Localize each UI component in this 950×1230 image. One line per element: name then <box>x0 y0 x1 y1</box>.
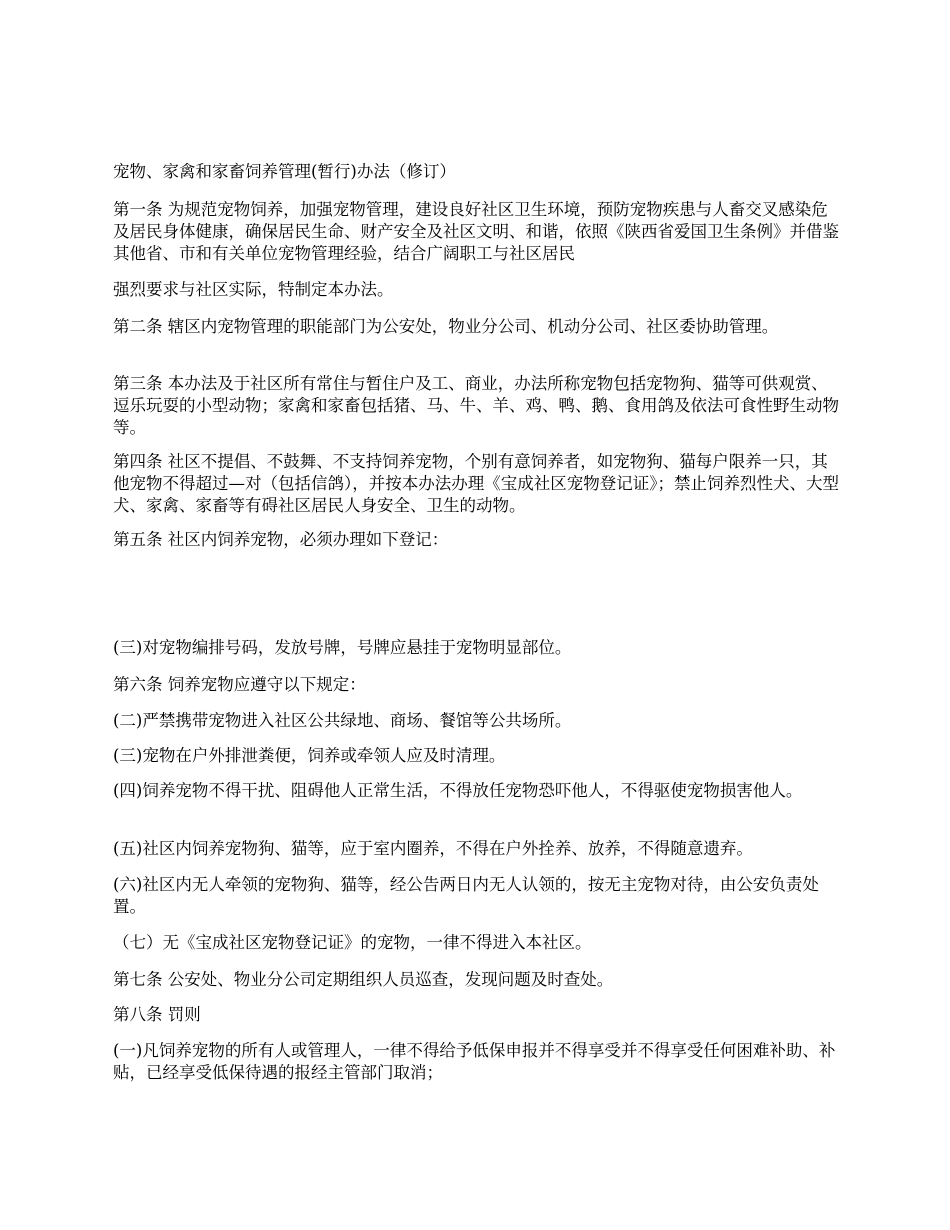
article-8-item-1: (一)凡饲养宠物的所有人或管理人，一律不得给予低保申报并不得享受并不得享受任何困难补助、补贴，已经享受低保待遇的报经主管部门取消； <box>113 1041 836 1082</box>
article-5-paragraph: 第五条 社区内饲养宠物，必须办理如下登记： <box>113 530 449 549</box>
article-4-paragraph: 第四条 社区不提倡、不鼓舞、不支持饲养宠物，个别有意饲养者，如宠物狗、猫每户限养一只，其他宠物不得超过—对（包括信鸽），并按本办法办理《宝成社区宠物登记证》；禁止饲养烈性犬、大型犬、家禽、家畜等有碍社区居民人身安全、卫生的动物。 <box>113 452 839 515</box>
article-3-paragraph: 第三条 本办法及于社区所有常住与暂住户及工、商业，办法所称宠物包括宠物狗、猫等可供观赏、逗乐玩耍的小型动物；家禽和家畜包括猪、马、牛、羊、鸡、鸭、鹅、食用鸽及依法可食性野生动物等。 <box>113 374 839 437</box>
article-7-paragraph: 第七条 公安处、物业分公司定期组织人员巡查，发现问题及时查处。 <box>113 970 614 989</box>
article-6-paragraph: 第六条 饲养宠物应遵守以下规定： <box>113 675 366 694</box>
article-6-item-4: (四)饲养宠物不得干扰、阻碍他人正常生活，不得放任宠物恐吓他人，不得驱使宠物损害他人。 <box>113 781 803 800</box>
article-6-item-3: (三)宠物在户外排泄粪便，饲养或牵领人应及时清理。 <box>113 746 506 765</box>
article-6-item-6: (六)社区内无人牵领的宠物狗、猫等，经公告两日内无人认领的，按无主宠物对待，由公安负责处置。 <box>113 875 819 916</box>
article-8-heading: 第八条 罚则 <box>113 1005 201 1024</box>
article-2-paragraph: 第二条 辖区内宠物管理的职能部门为公安处，物业分公司、机动分公司、社区委协助管理。 <box>113 317 779 336</box>
article-6-item-7: （七）无《宝成社区宠物登记证》的宠物，一律不得进入本社区。 <box>113 933 592 952</box>
article-1-continuation: 强烈要求与社区实际，特制定本办法。 <box>113 280 394 299</box>
article-6-item-5: (五)社区内饲养宠物狗、猫等，应于室内圈养，不得在户外拴养、放养，不得随意遗弃。 <box>113 839 753 858</box>
article-5-item-3: (三)对宠物编排号码，发放号牌，号牌应悬挂于宠物明显部位。 <box>113 638 572 657</box>
article-1-paragraph: 第一条 为规范宠物饲养，加强宠物管理，建设良好社区卫生环境，预防宠物疾患与人畜交叉感染危及居民身体健康，确保居民生命、财产安全及社区文明、和谐，依照《陕西省爱国卫生条例》并借鉴其他省、市和有关单位宠物管理经验，结合广阔职工与社区居民 <box>113 200 839 263</box>
article-6-item-2: (二)严禁携带宠物进入社区公共绿地、商场、餐馆等公共场所。 <box>113 711 572 730</box>
document-title: 宠物、家禽和家畜饲养管理(暂行)办法（修订） <box>113 162 456 181</box>
